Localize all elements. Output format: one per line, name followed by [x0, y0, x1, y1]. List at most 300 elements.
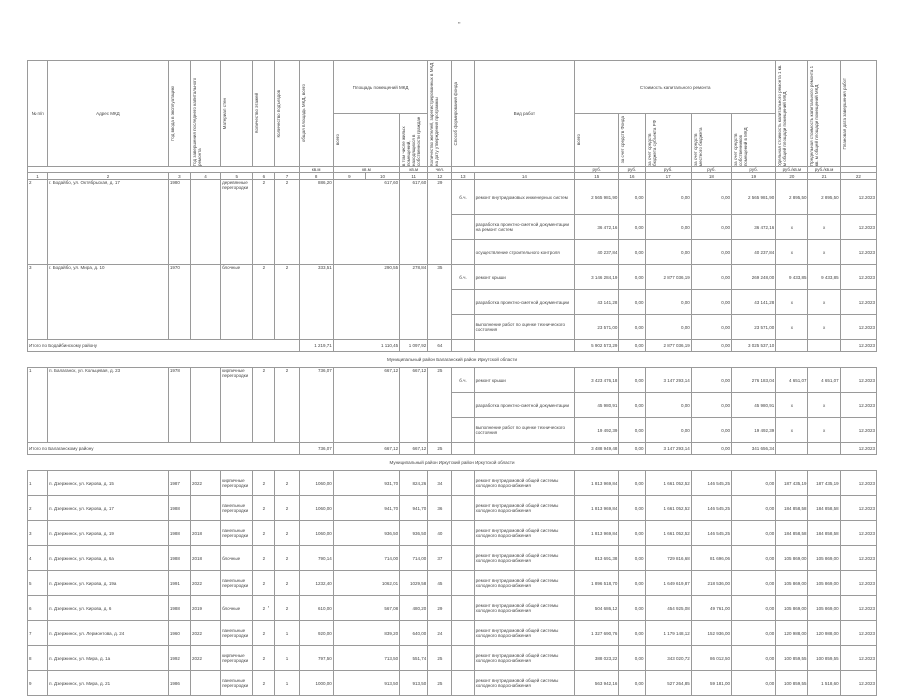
cell: 0,00 [645, 240, 691, 265]
cell: 4 651,07 [808, 368, 840, 393]
cell: 713,50 [333, 646, 399, 671]
cell: 1 [275, 621, 299, 646]
cell: 1060,00 [299, 471, 333, 496]
cell: 184 858,58 [808, 521, 840, 546]
cell: 0,00 [732, 571, 776, 596]
cell: блочные [221, 265, 253, 340]
cell: 2 [253, 546, 275, 571]
cell: 19 492,39 [575, 418, 619, 443]
cell: 333,51 [299, 265, 333, 340]
cell: 1 661 052,52 [645, 521, 691, 546]
cell: 2 [253, 646, 275, 671]
cell: 12.2023 [840, 671, 876, 696]
cell: 0,00 [732, 471, 776, 496]
cell: 0,00 [691, 340, 731, 352]
cell: 12.2023 [840, 368, 876, 393]
cell: 43 141,28 [732, 290, 776, 315]
cell: 105 869,00 [808, 571, 840, 596]
cell: 12.2023 [840, 315, 876, 340]
cell: 3 488 949,48 [575, 443, 619, 455]
work-cell: ремонт внутридомовой общей системы холодного водоснабжения [474, 646, 575, 671]
header-cell: всего [334, 134, 340, 146]
cell: х [776, 215, 808, 240]
work-cell: ремонт крыши [474, 265, 575, 290]
address-cell: п. Дзержинск, ул. Кирова, д. 6а [48, 546, 169, 571]
cell: 0,00 [732, 596, 776, 621]
cell: 86 012,50 [691, 646, 731, 671]
cell: 480,20 [400, 596, 428, 621]
row-number: 2 [28, 496, 48, 521]
cell: деревянные перегородки [221, 180, 253, 265]
cell: 813 691,38 [575, 546, 619, 571]
cell: 184 858,58 [808, 496, 840, 521]
header-cell: в том числе жилых помещений, находящихся в собственности граждан [401, 116, 422, 166]
cell: 36 472,16 [732, 215, 776, 240]
cell: 25 [428, 646, 452, 671]
cell: 1 813 969,84 [575, 521, 619, 546]
column-number: 22 [840, 173, 876, 180]
cell: 920,00 [299, 621, 333, 646]
column-number: 21 [808, 173, 840, 180]
district-title: Муниципальный район Иркутский район Иркутской области [28, 455, 877, 471]
cell: 100 859,55 [776, 646, 808, 671]
cell: 667,12 [400, 368, 428, 443]
cell: 1060,00 [299, 521, 333, 546]
cell: 0,00 [691, 265, 731, 290]
cell: 187 435,19 [808, 471, 840, 496]
cell: х [808, 215, 840, 240]
cell: 2 [253, 521, 275, 546]
cell: 2 [253, 571, 275, 596]
table-row [28, 471, 877, 496]
column-number: 19 [732, 173, 776, 180]
column-number: 13 [452, 173, 474, 180]
header-cell: Адрес МКД [96, 111, 120, 116]
cell [190, 671, 220, 696]
cell: 1987 [168, 471, 190, 496]
column-number: 11 [400, 173, 428, 180]
cell: 12.2023 [840, 571, 876, 596]
cell: 0,00 [691, 368, 731, 393]
cell: 0,00 [691, 418, 731, 443]
cell: 12.2023 [840, 340, 876, 352]
cell: 2 895,50 [776, 180, 808, 215]
row-number: 8 [28, 646, 48, 671]
cell: 1 661 052,52 [645, 471, 691, 496]
header-cell: Предельная стоимость капитального ремонта 1 кв. м общей площади помещений МКД [809, 65, 820, 166]
cell: х [776, 418, 808, 443]
cell: 2 [253, 265, 275, 340]
table-header [28, 61, 877, 173]
work-cell: ремонт крыши [474, 368, 575, 393]
header-cell: Год завершения последнего капитального ремонта [191, 77, 202, 166]
address-cell: п. Дзержинск, ул. Лермонтова, д. 24 [48, 621, 169, 646]
cell: 1029,58 [400, 571, 428, 596]
cell: 1988 [168, 496, 190, 521]
cell: 1 661 052,52 [645, 496, 691, 521]
address-cell: г. Бодайбо, ул. Октябрьская, д. 17 [48, 180, 169, 265]
cell: 9 433,85 [776, 265, 808, 290]
cell: 0,00 [619, 315, 645, 340]
unit-cell: руб. [575, 167, 619, 173]
cell: 2 565 981,90 [732, 180, 776, 215]
cell: 736,07 [299, 443, 333, 455]
cell: 2 [253, 471, 275, 496]
cell: 59 181,00 [691, 671, 731, 696]
cell: кирпичные перегородки [221, 471, 253, 496]
cell: панельные перегородки [221, 521, 253, 546]
cell: 2 [275, 471, 299, 496]
cell: 551,74 [400, 646, 428, 671]
column-number: 7 [275, 173, 299, 180]
cell: 941,70 [333, 496, 399, 521]
cell: 2 [253, 180, 275, 265]
header-cell: Год ввода в эксплуатацию [169, 86, 175, 141]
district-band [28, 455, 877, 471]
row-number: 3 [28, 521, 48, 546]
table-row [28, 621, 877, 646]
cell: 1980 [168, 180, 190, 265]
row-number: 4 [28, 546, 48, 571]
cell: 2 [275, 571, 299, 596]
cell: 2 [275, 596, 299, 621]
header-cell: Вид работ [513, 111, 536, 116]
cell: 36 [428, 496, 452, 521]
column-number: 4 [190, 173, 220, 180]
column-number: 10 [365, 173, 399, 180]
row-number: 3 [28, 265, 48, 340]
capital-repair-table [27, 60, 877, 696]
cell: 36 472,16 [575, 215, 619, 240]
cell: 790,14 [299, 546, 333, 571]
work-cell: разработка проектно-сметной документации [474, 393, 575, 418]
cell: 12.2023 [840, 596, 876, 621]
unit-cell: кв.м [400, 167, 428, 173]
cell: 913,50 [400, 671, 428, 696]
cell: 2 877 036,19 [645, 265, 691, 290]
cell: 100 859,55 [776, 671, 808, 696]
column-number: 14 [474, 173, 575, 180]
cell: 1 327 690,76 [575, 621, 619, 646]
work-cell: ремонт внутридомовой общей системы холодного водоснабжения [474, 496, 575, 521]
cell: 146 545,25 [691, 471, 731, 496]
address-cell: п. Дзержинск, ул. Кирова, д. 6 [48, 596, 169, 621]
cell: 729 816,68 [645, 546, 691, 571]
work-cell: выполнение работ по оценке технического состояния [474, 315, 575, 340]
cell: х [776, 290, 808, 315]
cell: 34 [428, 471, 452, 496]
cell: блочные [221, 596, 253, 621]
table-row [28, 671, 877, 696]
cell: 184 858,58 [776, 521, 808, 546]
cell: 0,00 [619, 443, 645, 455]
cell: панельные перегородки [221, 671, 253, 696]
cell: 0,00 [645, 315, 691, 340]
cell: 12.2023 [840, 418, 876, 443]
row-number: 2 [28, 180, 48, 265]
cell: панельные перегородки [221, 621, 253, 646]
cell: 3 423 476,18 [575, 368, 619, 393]
cell: 23 571,00 [575, 315, 619, 340]
cell: 736,07 [299, 368, 333, 443]
cell: 0,00 [691, 180, 731, 215]
work-cell: ремонт внутридомовых инженерных систем [474, 180, 575, 215]
cell: 19 492,39 [732, 418, 776, 443]
cell: 2 [275, 496, 299, 521]
cell: 40 [428, 521, 452, 546]
cell: 1060,00 [299, 496, 333, 521]
cell: 0,00 [732, 546, 776, 571]
row-number: 9 [28, 671, 48, 696]
work-cell: ремонт внутридомовой общей системы холодного водоснабжения [474, 521, 575, 546]
address-cell: п. Дзержинск, ул. Кирова, д. 19а [48, 571, 169, 596]
cell: б.ч. [452, 180, 474, 215]
cell: 0,00 [619, 471, 645, 496]
work-cell: разработка проектно-сметной документации на ремонт систем [474, 215, 575, 240]
cell: х [808, 290, 840, 315]
cell: 2022 [190, 571, 220, 596]
cell: 913,50 [333, 671, 399, 696]
cell: 714,00 [400, 546, 428, 571]
cell: 1232,40 [299, 571, 333, 596]
cell: 12.2023 [840, 215, 876, 240]
cell: 12.2023 [840, 621, 876, 646]
cell: 0,00 [732, 496, 776, 521]
cell: х [776, 240, 808, 265]
cell: 269 248,00 [732, 265, 776, 290]
cell: х [808, 393, 840, 418]
cell: 1970 [168, 265, 190, 340]
cell: 936,50 [333, 521, 399, 546]
header-cell: Стоимость капитального ремонта [639, 84, 711, 90]
cell: 886,20 [299, 180, 333, 265]
cell: 617,60 [333, 180, 399, 265]
total-label: Итого по Балаганскому району [28, 443, 300, 455]
cell: 1 097,92 [400, 340, 428, 352]
column-number-row [28, 173, 877, 180]
cell: 0,00 [732, 621, 776, 646]
cell: 12.2023 [840, 496, 876, 521]
row-number: 6 [28, 596, 48, 621]
cell: 29 [428, 180, 452, 265]
column-number: 18 [691, 173, 731, 180]
unit-cell: кв.м [333, 167, 399, 173]
address-cell: п. Дзержинск, ул. Мира, д. 1а [48, 646, 169, 671]
cell: 1960 [168, 621, 190, 646]
cell: 12.2023 [840, 393, 876, 418]
cell: 2 [275, 180, 299, 265]
address-cell: п. Дзержинск, ул. Кирова, д. 15 [48, 471, 169, 496]
cell: 12.2023 [840, 546, 876, 571]
cell: 936,50 [400, 521, 428, 546]
cell: 0,00 [619, 646, 645, 671]
column-number: 3 [168, 173, 190, 180]
cell: 12.2023 [840, 290, 876, 315]
cell: 2022 [190, 646, 220, 671]
cell: 504 686,12 [575, 596, 619, 621]
cell: 5 902 573,29 [575, 340, 619, 352]
header-cell: Способ формирования фонда [453, 81, 459, 146]
cell: 0,00 [619, 621, 645, 646]
cell: 0,00 [691, 290, 731, 315]
cell: 1 [275, 646, 299, 671]
cell: 100 859,55 [808, 646, 840, 671]
cell: 2 [253, 496, 275, 521]
cell: 3 025 537,10 [732, 340, 776, 352]
cell: 12.2023 [840, 180, 876, 215]
cell: 2 [275, 546, 299, 571]
cell: 25 [428, 443, 452, 455]
cell: х [776, 315, 808, 340]
cell: 1988 [168, 521, 190, 546]
cell: 105 869,00 [808, 546, 840, 571]
cell: 0,00 [619, 393, 645, 418]
header-cell: Количество подъездов [276, 89, 282, 138]
cell: 0,00 [619, 521, 645, 546]
district-band [28, 352, 877, 368]
column-number: 1 [28, 173, 48, 180]
cell: 714,00 [333, 546, 399, 571]
row-number: 1 [28, 471, 48, 496]
cell: панельные перегородки [221, 571, 253, 596]
header-cell: за счет средств собственников помещений в МКД [733, 127, 749, 166]
cell: 1 [275, 671, 299, 696]
cell: 0,00 [619, 180, 645, 215]
cell: 12.2023 [840, 265, 876, 290]
cell: 1000,00 [299, 671, 333, 696]
cell: 797,50 [299, 646, 333, 671]
column-number: 2 [48, 173, 169, 180]
table-row [28, 265, 877, 290]
header-cell: Плановая дата завершения работ [841, 77, 847, 150]
cell: 120 988,00 [776, 621, 808, 646]
header-cell: за счет средств бюджета субъекта РФ [646, 119, 657, 166]
cell: 454 925,08 [645, 596, 691, 621]
row-number: 7 [28, 621, 48, 646]
cell: 2 [275, 521, 299, 546]
cell: 0,00 [619, 265, 645, 290]
cell: 2018 [190, 521, 220, 546]
cell: 276 183,04 [732, 368, 776, 393]
cell: 1986 [168, 671, 190, 696]
cell: 1978 [168, 368, 190, 443]
cell: 0,00 [619, 496, 645, 521]
cell: 152 936,00 [691, 621, 731, 646]
cell: 343 020,72 [645, 646, 691, 671]
cell: 0,00 [619, 340, 645, 352]
cell: 941,70 [400, 496, 428, 521]
cell: 49 761,00 [691, 596, 731, 621]
cell: 527 264,85 [645, 671, 691, 696]
cell: 1 813 969,84 [575, 471, 619, 496]
cell: 2 895,50 [808, 180, 840, 215]
cell: 81 696,06 [691, 546, 731, 571]
cell: 0,00 [619, 215, 645, 240]
cell: 3 147 293,14 [645, 368, 691, 393]
header-cell: за счет средств местного бюджета [692, 127, 703, 166]
work-cell: разработка проектно-сметной документации [474, 290, 575, 315]
cell: блочные [221, 546, 253, 571]
cell: 105 869,00 [776, 546, 808, 571]
work-cell: ремонт внутридомовой общей системы холодного водоснабжения [474, 571, 575, 596]
cell: 3 147 293,14 [645, 443, 691, 455]
cell: 2022 [190, 621, 220, 646]
cell: 0,00 [691, 443, 731, 455]
cell: 617,60 [400, 180, 428, 265]
cell: 0,00 [619, 290, 645, 315]
cell: 24 [428, 621, 452, 646]
cell: 1988 [168, 596, 190, 621]
cell: 2 [275, 265, 299, 340]
column-number: 16 [619, 173, 645, 180]
cell: 4 651,07 [776, 368, 808, 393]
table-row [28, 571, 877, 596]
page-number: " [458, 22, 461, 29]
cell: х [808, 418, 840, 443]
work-cell: выполнение работ по оценке технического состояния [474, 418, 575, 443]
cell: 667,12 [333, 443, 399, 455]
column-number: 17 [645, 173, 691, 180]
cell: 290,55 [333, 265, 399, 340]
cell: 23 571,00 [732, 315, 776, 340]
cell: 341 656,34 [732, 443, 776, 455]
cell: 2022 [190, 471, 220, 496]
work-cell: ремонт внутридомовой общей системы холодного водоснабжения [474, 546, 575, 571]
cell: 388 023,22 [575, 646, 619, 671]
cell: 0,00 [619, 546, 645, 571]
address-cell: п. Дзержинск, ул. Мира, д. 21 [48, 671, 169, 696]
cell: 0,00 [732, 521, 776, 546]
cell: кирпичные перегородки [221, 646, 253, 671]
unit-cell: кв.м [299, 167, 333, 173]
unit-cell: руб. [691, 167, 731, 173]
cell: 1 518,60 [808, 671, 840, 696]
header-cell: Количество этажей [254, 93, 260, 134]
cell: 40 237,84 [575, 240, 619, 265]
cell: 184 858,58 [776, 496, 808, 521]
cell: 45 980,91 [575, 393, 619, 418]
cell: 2 877 036,19 [645, 340, 691, 352]
cell: 146 545,25 [691, 521, 731, 546]
cell: х [808, 240, 840, 265]
cell: 2 [275, 368, 299, 443]
cell: 218 536,00 [691, 571, 731, 596]
cell: х [808, 315, 840, 340]
header-cell: Материал стен [222, 97, 228, 130]
cell: 43 141,28 [575, 290, 619, 315]
cell: 0,00 [619, 368, 645, 393]
table-row [28, 521, 877, 546]
row-number: 5 [28, 571, 48, 596]
cell: 25 [428, 671, 452, 696]
unit-cell: руб. [645, 167, 691, 173]
cell: 105 869,00 [808, 596, 840, 621]
table-row [28, 646, 877, 671]
work-cell: ремонт внутридомовой общей системы холодного водоснабжения [474, 471, 575, 496]
column-number: 5 [221, 173, 253, 180]
cell: 2 [253, 671, 275, 696]
cell: 2018 [190, 546, 220, 571]
cell: 610,00 [299, 596, 333, 621]
column-number: 20 [776, 173, 808, 180]
cell [190, 496, 220, 521]
column-number: 15 [575, 173, 619, 180]
cell: 25 [428, 368, 452, 443]
cell: 1 649 619,87 [645, 571, 691, 596]
cell: 563 942,16 [575, 671, 619, 696]
cell: 2019 [190, 596, 220, 621]
column-number: 9 [333, 173, 365, 180]
